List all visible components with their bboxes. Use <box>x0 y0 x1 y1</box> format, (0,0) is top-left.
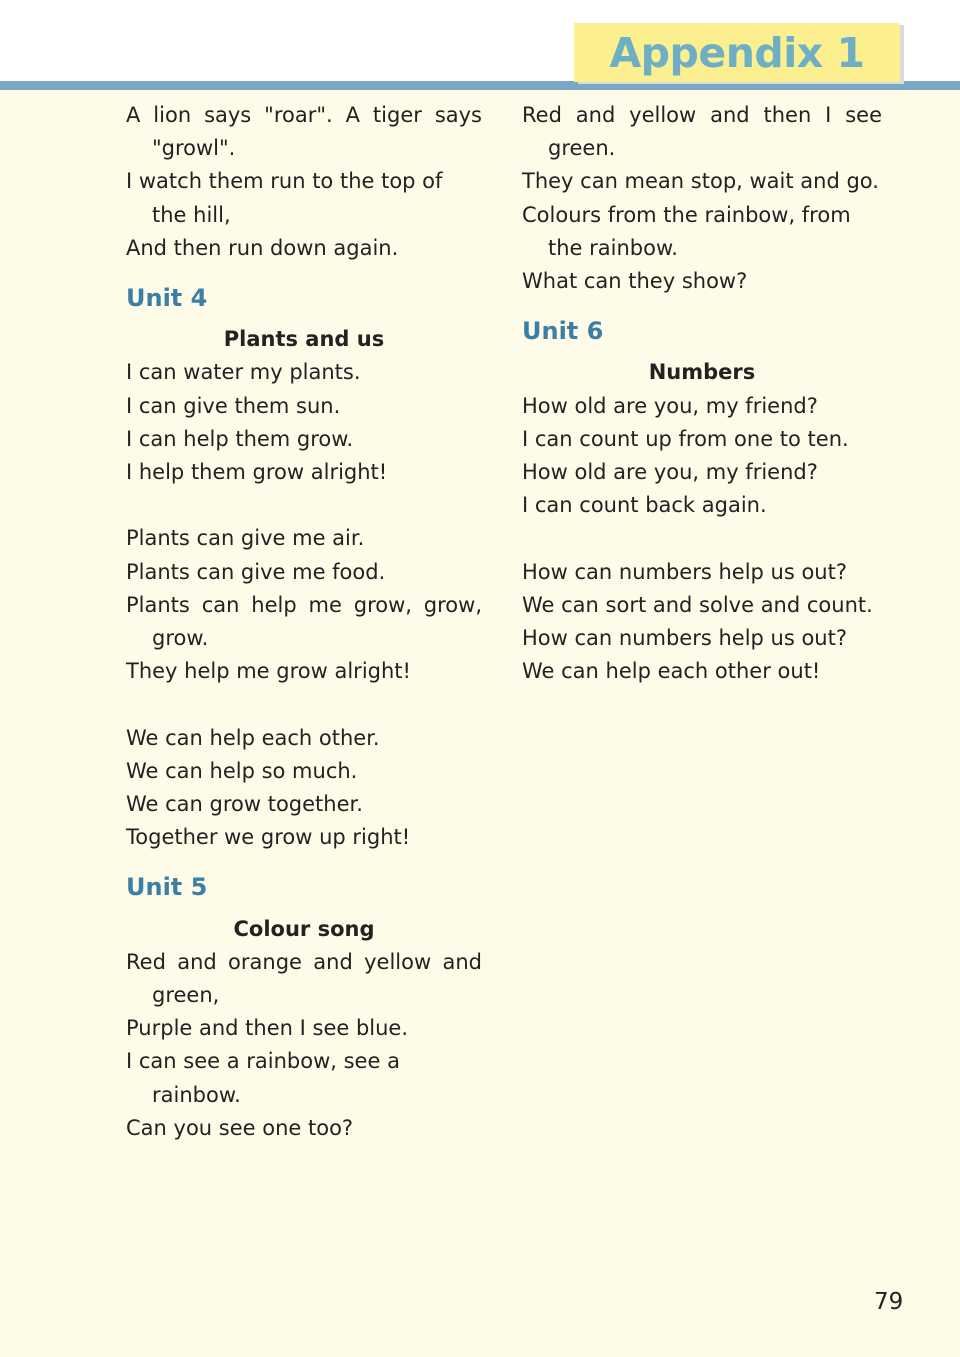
lyric-line: How can numbers help us out? <box>522 559 847 584</box>
stanza-gap <box>126 489 482 522</box>
lyric-line: How old are you, my friend? <box>522 393 818 418</box>
lyric-line: I can count back again. <box>522 493 767 518</box>
left-column <box>126 99 482 1145</box>
lyric-line: We can sort and solve and count. <box>522 592 873 617</box>
lyric-line: What can they show? <box>522 269 748 294</box>
page-number: 79 <box>874 1289 904 1315</box>
lyric-line: Plants can give me food. <box>126 559 386 584</box>
lyric-line: I can count up from one to ten. <box>522 426 849 451</box>
unit-4-heading: Unit 4 <box>126 284 208 313</box>
lyric-line: Plants can help me grow, grow, grow. <box>126 592 482 651</box>
lyric-line: And then run down again. <box>126 235 399 260</box>
lyric-line: How can numbers help us out? <box>522 626 847 651</box>
header-rule <box>0 81 960 90</box>
right-column <box>522 99 882 688</box>
lyric-line: Together we grow up right! <box>126 825 411 850</box>
lyric-line: I can help them grow. <box>126 426 354 451</box>
lyric-line: We can grow together. <box>126 792 363 817</box>
lyric-line: I watch them run to the top of the hill, <box>126 169 443 227</box>
lyric-line: They help me grow alright! <box>126 659 411 684</box>
stanza-gap <box>522 522 882 555</box>
page-title: Appendix 1 <box>609 28 865 77</box>
song-title-plants: Plants and us <box>223 327 385 352</box>
lyric-line: They can mean stop, wait and go. <box>522 169 879 194</box>
lyric-line: I can see a rainbow, see a rainbow. <box>126 1049 400 1107</box>
lyric-line: Purple and then I see blue. <box>126 1016 409 1041</box>
lyric-line: We can help so much. <box>126 758 358 783</box>
lyric-line: Plants can give me air. <box>126 526 365 551</box>
unit-5-heading: Unit 5 <box>126 873 208 902</box>
lyric-line: I can water my plants. <box>126 360 361 385</box>
lyric-line: Red and orange and yellow and green, <box>126 949 482 1008</box>
lyric-line: A lion says "roar". A tiger says "growl". <box>126 103 482 161</box>
lyric-line: Colours from the rainbow, from the rainbow. <box>522 202 851 260</box>
lyric-line: I can give them sun. <box>126 393 341 418</box>
lyric-line: Can you see one too? <box>126 1115 354 1140</box>
lyric-line: We can help each other. <box>126 725 380 750</box>
lyric-line: I help them grow alright! <box>126 460 388 485</box>
appendix-tab <box>574 23 900 82</box>
song-title-numbers: Numbers <box>648 360 756 385</box>
unit-6-heading: Unit 6 <box>522 317 604 346</box>
lyric-line: How old are you, my friend? <box>522 460 818 485</box>
song-title-colour: Colour song <box>233 916 375 941</box>
lyric-line: We can help each other out! <box>522 659 821 684</box>
lyric-line: Red and yellow and then I see green. <box>522 103 882 161</box>
stanza-gap <box>126 688 482 721</box>
